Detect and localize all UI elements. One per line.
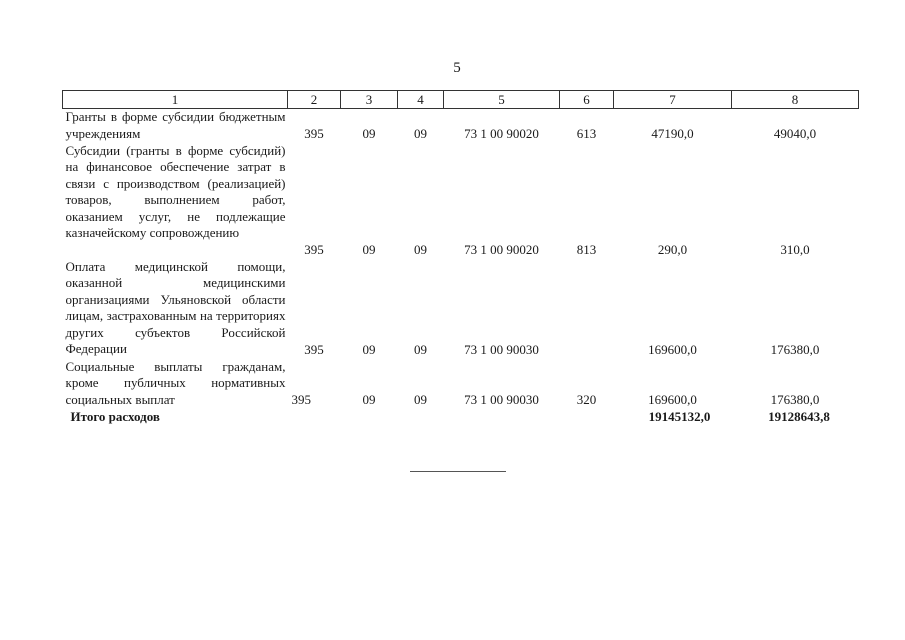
cell-c6 [560, 259, 614, 359]
cell-c2: 395 [304, 126, 324, 141]
closing-divider [410, 471, 506, 472]
total-row [63, 409, 859, 427]
column-header: 3 [341, 91, 398, 109]
row-description: Оплата медицинской помощи, оказанной медицинскими организациями Ульяновской области лицам, застрахованным на территориях других субъектов Российской Федерации [65, 258, 286, 356]
column-header: 4 [398, 91, 444, 109]
cell-c8: 49040,0 [773, 126, 817, 141]
empty-cell [288, 409, 341, 427]
row-description: Субсидии (гранты в форме субсидий) на финансовое обеспечение затрат в связи с производством (реализацией) товаров, выполнением работ, оказанием услуг, не подлежащие казначейскому сопровождению [65, 142, 286, 240]
table-row [63, 109, 859, 143]
cell-c8: 176380,0 [770, 342, 820, 357]
cell-c3: 09 [362, 126, 376, 141]
cell-c6: 813 [576, 242, 597, 257]
cell-c2: 395 [291, 392, 311, 407]
cell-c5: 73 1 00 90030 [464, 392, 539, 407]
cell-c2: 395 [304, 242, 324, 257]
column-header: 7 [614, 91, 732, 109]
budget-table [62, 90, 859, 427]
cell-c3: 09 [362, 342, 376, 357]
cell-c5: 73 1 00 90020 [464, 242, 539, 257]
total-label: Итого расходов [70, 408, 160, 424]
page-number: 5 [453, 60, 461, 76]
cell-c4: 09 [414, 342, 427, 357]
cell-c8: 176380,0 [770, 392, 820, 407]
column-header: 2 [288, 91, 341, 109]
empty-cell [560, 409, 614, 427]
cell-c7: 290,0 [657, 242, 688, 257]
empty-cell [341, 409, 398, 427]
empty-cell [444, 409, 560, 427]
column-header: 8 [732, 91, 859, 109]
cell-c5: 73 1 00 90030 [464, 342, 539, 357]
cell-c7: 169600,0 [648, 342, 697, 357]
cell-c3: 09 [362, 242, 376, 257]
table-row [63, 259, 859, 359]
cell-c7: 169600,0 [648, 392, 697, 407]
cell-c8: 310,0 [780, 242, 810, 257]
cell-c4: 09 [414, 242, 427, 257]
row-description: Социальные выплаты гражданам, кроме публичных нормативных социальных выплат [65, 358, 286, 407]
table-header-row [63, 91, 859, 109]
column-header: 5 [444, 91, 560, 109]
total-c7: 19145132,0 [648, 408, 711, 424]
table-row [63, 143, 859, 259]
row-description: Гранты в форме субсидии бюджетным учреждениям [65, 109, 286, 141]
cell-c5: 73 1 00 90020 [464, 126, 539, 141]
cell-c6: 320 [576, 392, 597, 407]
total-c8: 19128643,8 [768, 408, 830, 424]
table-row [63, 359, 859, 409]
cell-c2: 395 [304, 342, 324, 357]
column-header: 6 [560, 91, 614, 109]
cell-c3: 09 [362, 392, 376, 407]
cell-c4: 09 [414, 392, 427, 407]
cell-c6: 613 [576, 126, 597, 141]
column-header: 1 [63, 91, 288, 109]
empty-cell [398, 409, 444, 427]
cell-c4: 09 [414, 126, 427, 141]
cell-c7: 47190,0 [651, 126, 694, 141]
